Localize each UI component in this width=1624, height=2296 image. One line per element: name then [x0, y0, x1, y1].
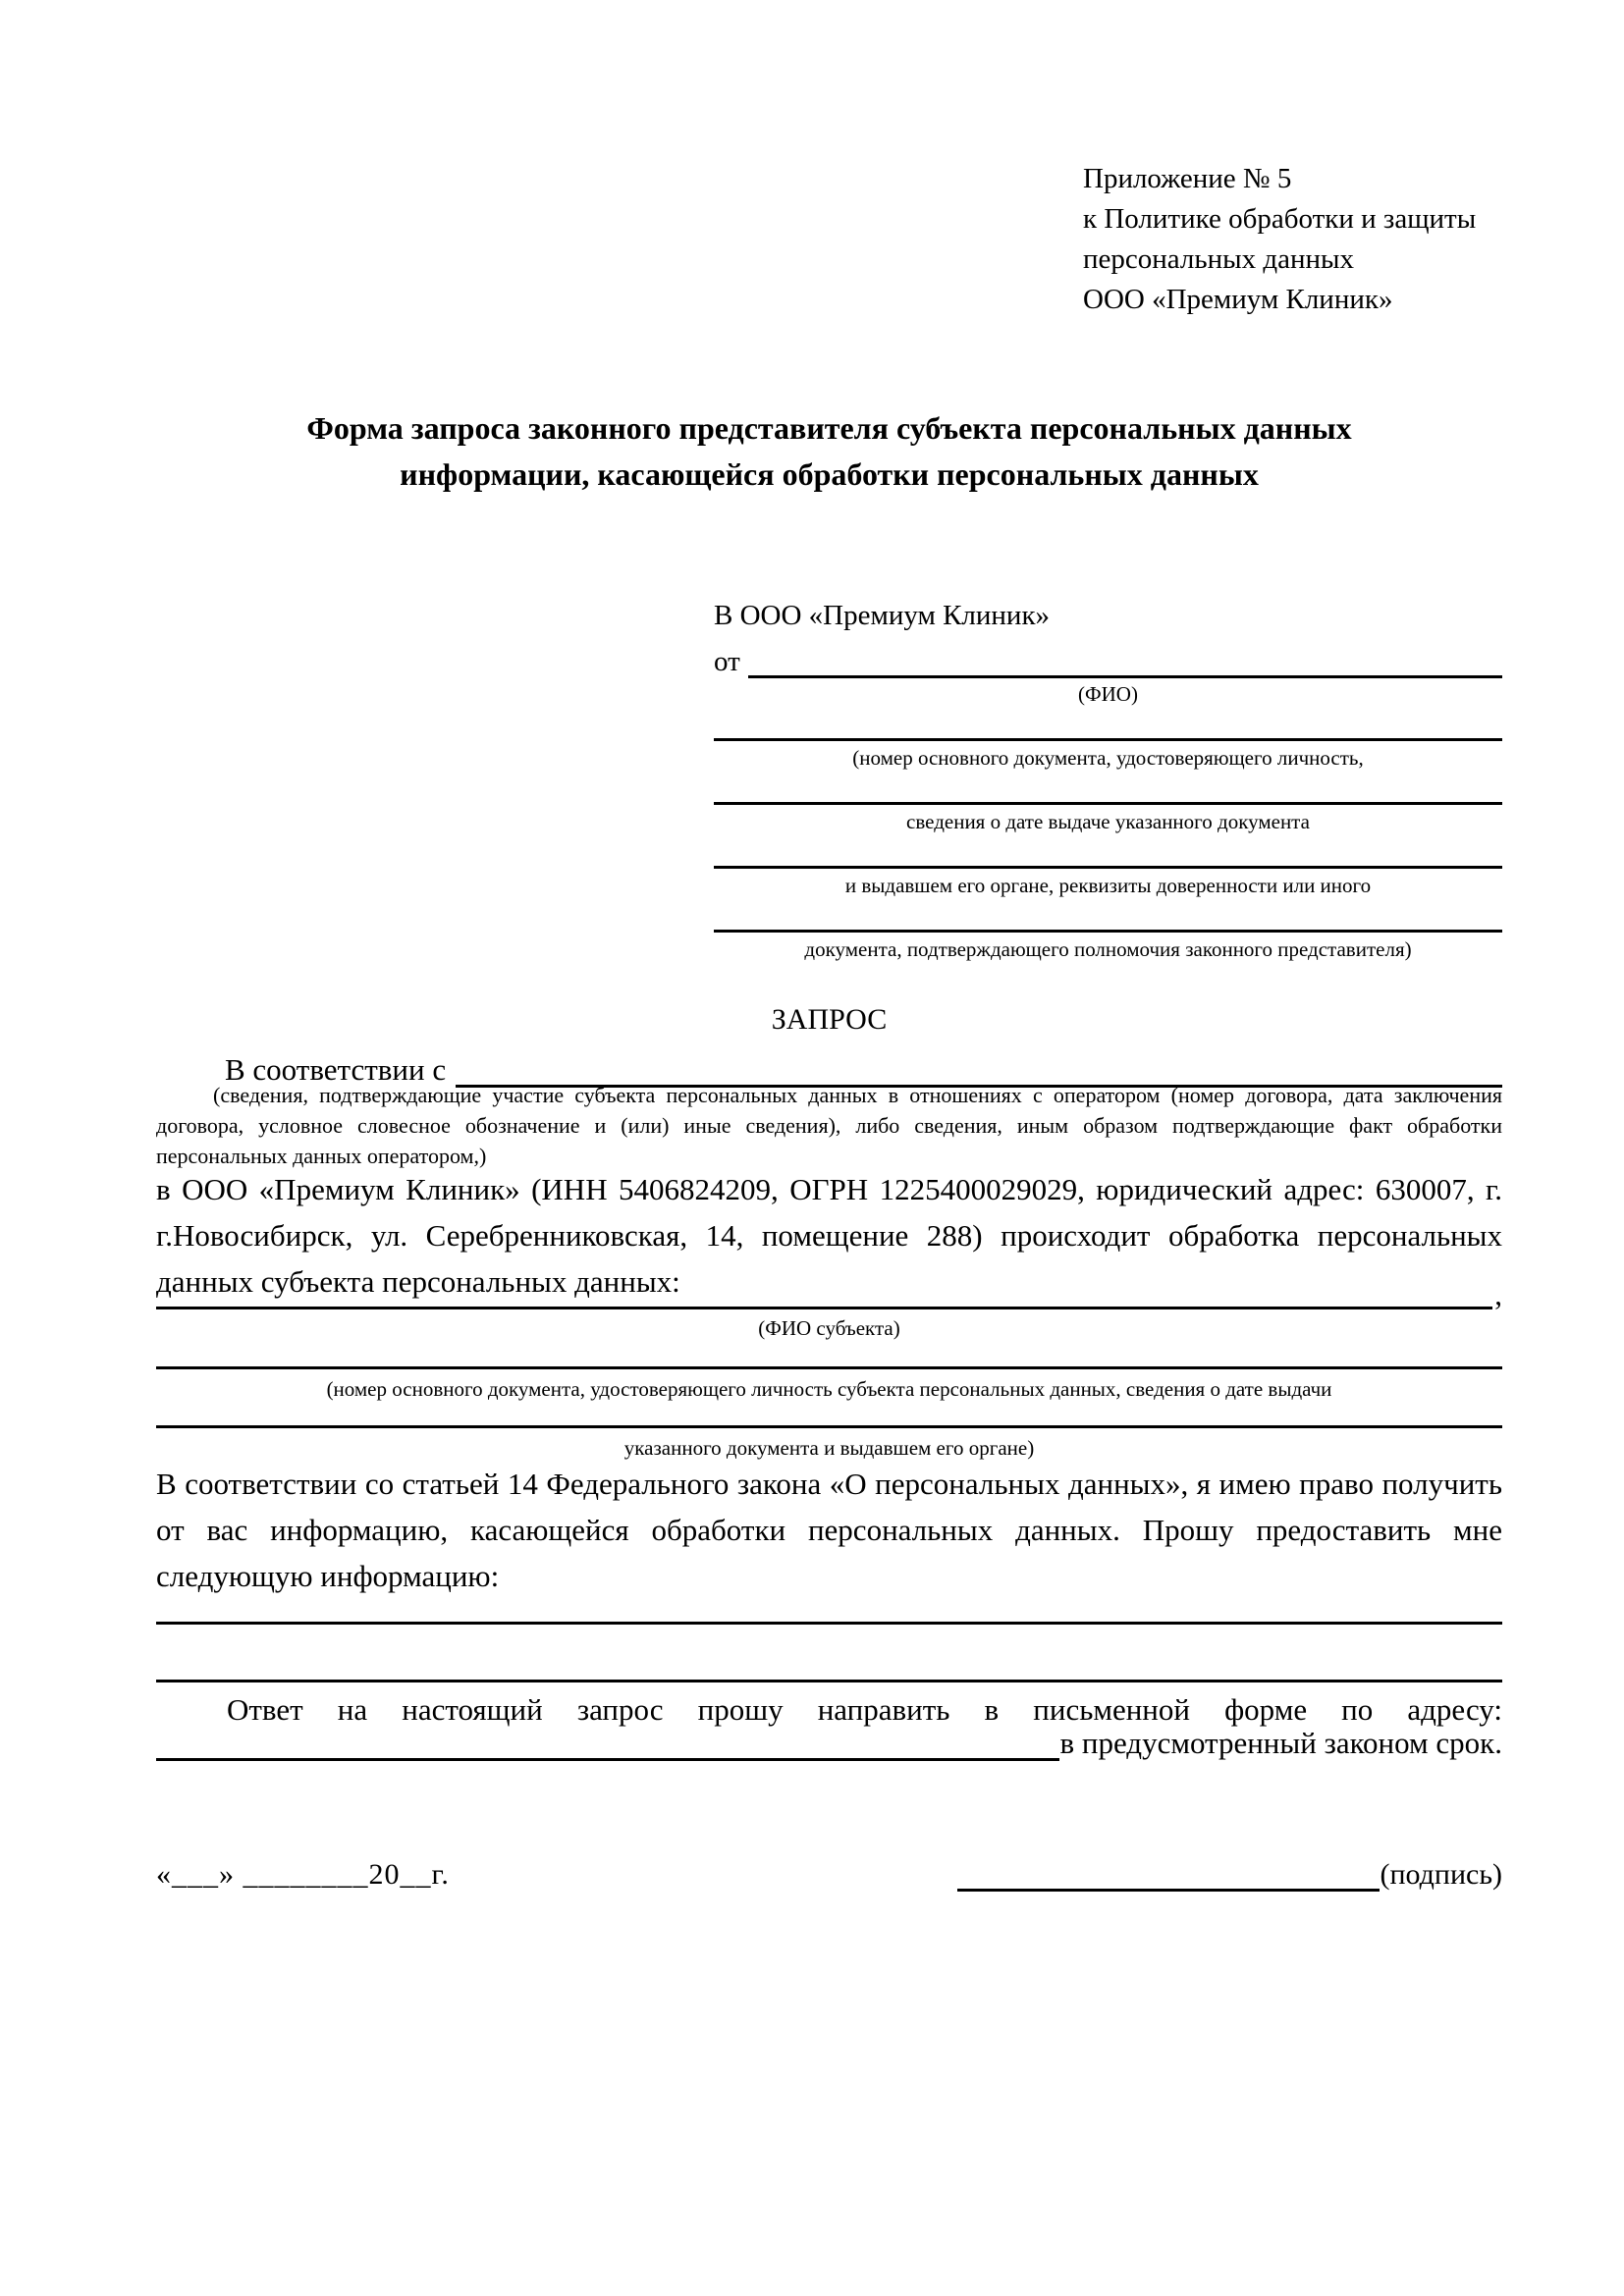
- subject-document-blank-line-2: [156, 1425, 1502, 1428]
- requested-info-blank-line-2: [156, 1680, 1502, 1682]
- document-title-line: Форма запроса законного представителя субъекта персональных данных: [306, 410, 1352, 446]
- document-number-blank-line: [714, 738, 1502, 741]
- from-row: [714, 641, 1502, 678]
- reply-sentence: Ответ на настоящий запрос прошу направить в письменной форме по адресу:: [227, 1692, 1502, 1727]
- requested-info-blank-line-1: [156, 1622, 1502, 1625]
- appendix-line: к Политике обработки и защиты: [1083, 203, 1477, 235]
- intro-caption: (сведения, подтверждающие участие субъекта персональных данных в отношениях с оператором (номер договора, дата заключения договора, условное словесное обозначение и (или) иные сведения), либо сведения, иным образом подтверждающие факт обработки персональных данных оператором,): [156, 1083, 1502, 1168]
- blank-caption-pair: [714, 802, 1502, 835]
- reply-tail: в предусмотренный законом срок.: [1059, 1726, 1502, 1760]
- subject-fio-blank-line: [156, 1307, 1492, 1309]
- from-label: от: [714, 646, 740, 677]
- blank-caption-pair: [714, 866, 1502, 899]
- addressee-organization: В ООО «Премиум Клиник»: [714, 600, 1051, 631]
- issuing-authority-blank-line: [714, 866, 1502, 869]
- intro-prefix: В соответствии с: [225, 1052, 447, 1087]
- document-title: [156, 405, 1502, 498]
- request-heading: ЗАПРОС: [771, 1003, 888, 1036]
- reply-address-row: [156, 1724, 1502, 1761]
- blank-caption: сведения о дате выдаче указанного документа: [906, 810, 1310, 833]
- appendix-line: Приложение № 5: [1083, 163, 1292, 194]
- representative-fio-blank-line: [748, 675, 1502, 678]
- subject-document-caption-2: указанного документа и выдавшем его органе): [623, 1436, 1035, 1460]
- subject-fio-row: [156, 1274, 1502, 1309]
- authority-document-blank-line: [714, 930, 1502, 933]
- subject-fio-caption: (ФИО субъекта): [758, 1316, 900, 1340]
- appendix-note: [1083, 159, 1476, 320]
- document-title-line: информации, касающейся обработки персональных данных: [400, 456, 1259, 492]
- law-paragraph: В соответствии со статьей 14 Федерального закона «О персональных данных», я имею право получить от вас информацию, касающейся обработки персональных данных. Прошу предоставить мне следующую информацию:: [156, 1467, 1502, 1593]
- signature-blank-line: [957, 1853, 1380, 1892]
- signature-group: [957, 1853, 1502, 1892]
- addressee-block: [714, 596, 1502, 963]
- fio-caption: (ФИО): [1078, 682, 1138, 706]
- appendix-line: ООО «Премиум Клиник»: [1083, 284, 1393, 315]
- reply-address-blank-line: [156, 1758, 1059, 1761]
- subject-document-caption: (номер основного документа, удостоверяющего личность субъекта персональных данных, сведения о дате выдачи: [326, 1377, 1332, 1401]
- blank-caption-pair: [714, 930, 1502, 963]
- date-blank-text: «___» ________20__г.: [156, 1858, 450, 1891]
- operator-paragraph: в ООО «Премиум Клиник» (ИНН 5406824209, ОГРН 1225400029029, юридический адрес: 630007, г. г.Новосибирск, ул. Серебренниковская, 14, помещение 288) происходит обработка персональных данных субъекта персональных данных:: [156, 1172, 1502, 1299]
- blank-caption-pair: [714, 738, 1502, 772]
- issue-date-blank-line: [714, 802, 1502, 805]
- subject-document-blank-line: [156, 1366, 1502, 1369]
- blank-caption: документа, подтверждающего полномочия законного представителя): [804, 937, 1412, 961]
- footer-row: [156, 1853, 1502, 1892]
- appendix-line: персональных данных: [1083, 243, 1355, 275]
- blank-caption: и выдавшем его органе, реквизиты доверенности или иного: [844, 874, 1372, 897]
- blank-caption: (номер основного документа, удостоверяющего личность,: [852, 746, 1364, 770]
- signature-caption: (подпись): [1380, 1858, 1502, 1891]
- subject-trailing-comma: ,: [1494, 1277, 1502, 1311]
